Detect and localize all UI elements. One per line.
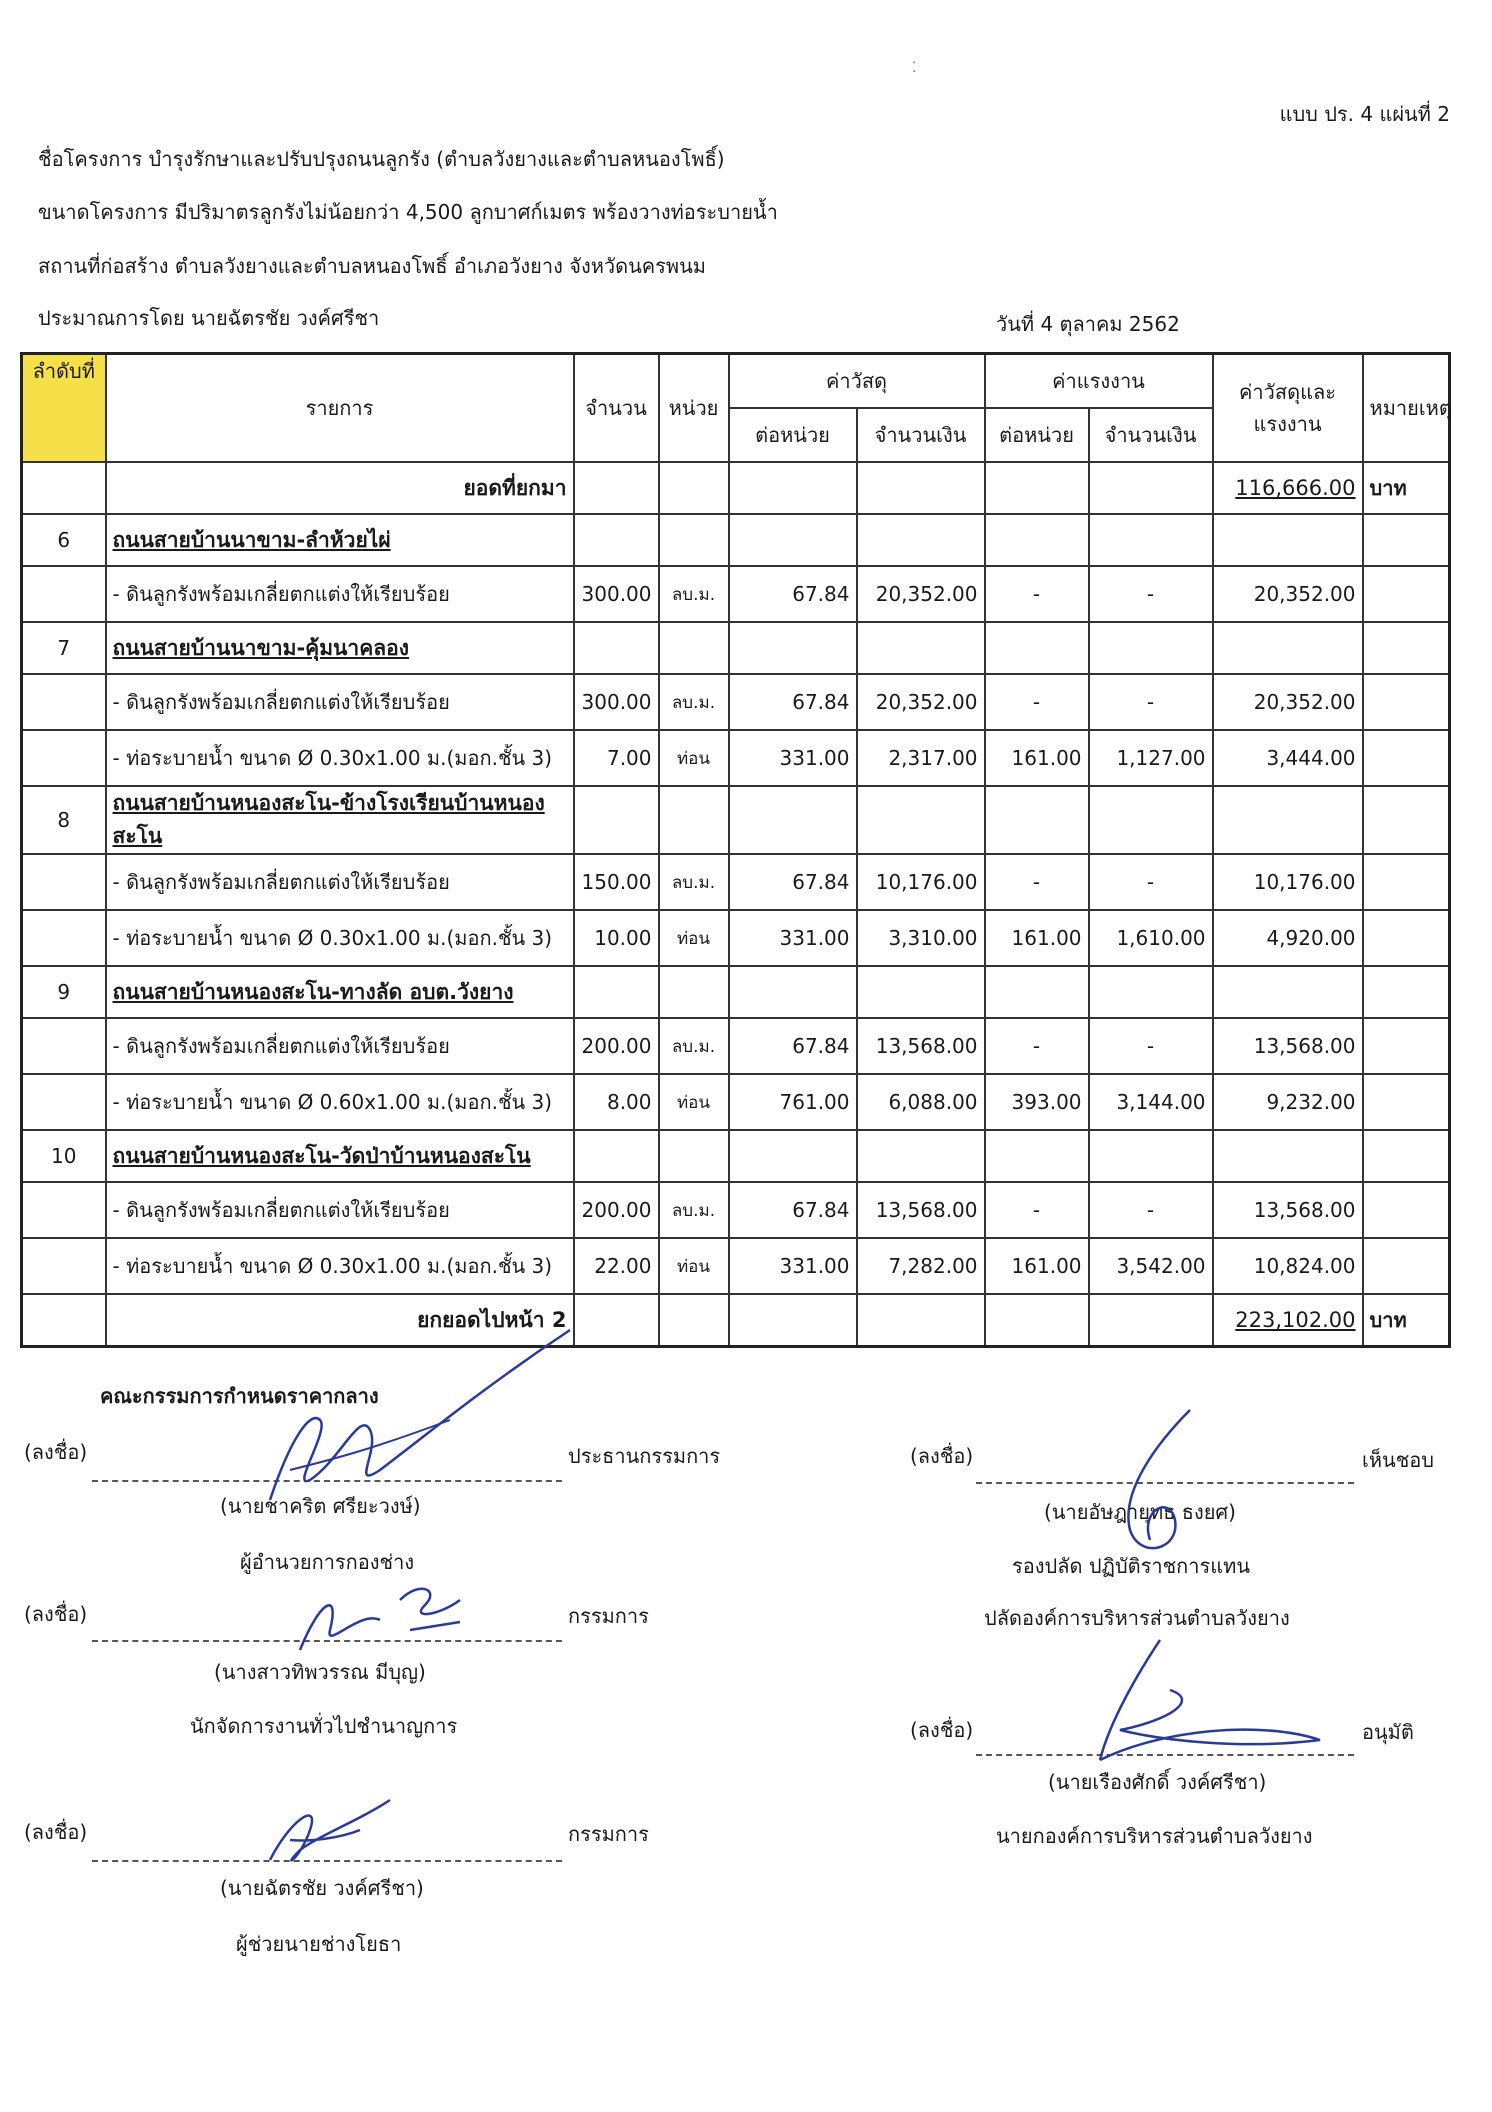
item-unit: ท่อน bbox=[659, 730, 729, 786]
signer-name: (นายชาคริต ศรียะวงษ์) bbox=[220, 1494, 421, 1518]
item-quantity: 300.00 bbox=[574, 566, 659, 622]
material-unit-price: 331.00 bbox=[729, 910, 857, 966]
project-size: ขนาดโครงการ มีปริมาตรลูกรังไม่น้อยกว่า 4,500 ลูกบาศก์เมตร พร้องวางท่อระบายน้ำ bbox=[38, 200, 778, 224]
material-amount: 20,352.00 bbox=[857, 566, 985, 622]
labor-unit-price: 161.00 bbox=[985, 1238, 1089, 1294]
labor-amount: 3,542.00 bbox=[1089, 1238, 1213, 1294]
item-quantity: 200.00 bbox=[574, 1018, 659, 1074]
item-quantity: 10.00 bbox=[574, 910, 659, 966]
project-name: ชื่อโครงการ บำรุงรักษาและปรับปรุงถนนลูกรัง (ตำบลวังยางและตำบลหนองโพธิ์) bbox=[38, 147, 725, 171]
material-amount: 2,317.00 bbox=[857, 730, 985, 786]
approver-role: เห็นชอบ bbox=[1362, 1448, 1434, 1472]
signer-position: ผู้อำนวยการกองช่าง bbox=[240, 1550, 415, 1574]
labor-unit-price: 161.00 bbox=[985, 910, 1089, 966]
labor-amount: - bbox=[1089, 854, 1213, 910]
material-unit-price: 331.00 bbox=[729, 730, 857, 786]
item-quantity: 22.00 bbox=[574, 1238, 659, 1294]
item-description: - ท่อระบายน้ำ ขนาด Ø 0.30x1.00 ม.(มอก.ชั้น 3) bbox=[106, 1238, 574, 1294]
approver-position-secondary: ปลัดองค์การบริหารส่วนตำบลวังยาง bbox=[984, 1606, 1290, 1630]
item-description: - ท่อระบายน้ำ ขนาด Ø 0.30x1.00 ม.(มอก.ชั้น 3) bbox=[106, 910, 574, 966]
brought-forward-total: 116,666.00 bbox=[1213, 462, 1363, 514]
brought-forward-label: ยอดที่ยกมา bbox=[106, 462, 574, 514]
section-title: ถนนสายบ้านหนองสะโน-ข้างโรงเรียนบ้านหนองสะโน bbox=[106, 786, 574, 854]
material-amount: 6,088.00 bbox=[857, 1074, 985, 1130]
item-description: - ดินลูกรังพร้อมเกลี่ยตกแต่งให้เรียบร้อย bbox=[106, 1182, 574, 1238]
labor-amount: - bbox=[1089, 674, 1213, 730]
item-total: 3,444.00 bbox=[1213, 730, 1363, 786]
item-unit: ท่อน bbox=[659, 1074, 729, 1130]
material-amount: 20,352.00 bbox=[857, 674, 985, 730]
labor-unit-price: - bbox=[985, 1182, 1089, 1238]
scan-speck: ⁚ bbox=[912, 60, 917, 76]
header-labor-per-unit: ต่อหน่วย bbox=[985, 408, 1089, 462]
labor-unit-price: 161.00 bbox=[985, 730, 1089, 786]
material-unit-price: 67.84 bbox=[729, 674, 857, 730]
signature-scribble-chairman bbox=[250, 1320, 580, 1520]
item-quantity: 7.00 bbox=[574, 730, 659, 786]
signer-role: กรรมการ bbox=[568, 1604, 649, 1628]
item-quantity: 8.00 bbox=[574, 1074, 659, 1130]
table-row bbox=[22, 1074, 1450, 1130]
signer-name: (นางสาวทิพวรรณ มีบุญ) bbox=[214, 1660, 426, 1684]
section-row bbox=[22, 514, 1450, 566]
header-unit: หน่วย bbox=[659, 354, 729, 463]
signer-role: ประธานกรรมการ bbox=[568, 1444, 721, 1468]
material-amount: 13,568.00 bbox=[857, 1182, 985, 1238]
labor-unit-price: - bbox=[985, 674, 1089, 730]
labor-amount: 1,127.00 bbox=[1089, 730, 1213, 786]
section-seq: 7 bbox=[22, 622, 106, 674]
section-title: ถนนสายบ้านนาขาม-ลำห้วยไผ่ bbox=[106, 514, 574, 566]
material-unit-price: 761.00 bbox=[729, 1074, 857, 1130]
material-unit-price: 331.00 bbox=[729, 1238, 857, 1294]
carried-forward-row bbox=[22, 1294, 1450, 1347]
material-amount: 13,568.00 bbox=[857, 1018, 985, 1074]
sign-label: (ลงชื่อ) bbox=[24, 1602, 88, 1626]
header-item: รายการ bbox=[106, 354, 574, 463]
section-seq: 9 bbox=[22, 966, 106, 1018]
item-description: - ท่อระบายน้ำ ขนาด Ø 0.60x1.00 ม.(มอก.ชั้น 3) bbox=[106, 1074, 574, 1130]
item-quantity: 300.00 bbox=[574, 674, 659, 730]
header-material-per-unit: ต่อหน่วย bbox=[729, 408, 857, 462]
labor-unit-price: - bbox=[985, 1018, 1089, 1074]
section-title: ถนนสายบ้านหนองสะโน-ทางลัด อบต.วังยาง bbox=[106, 966, 574, 1018]
construction-location: สถานที่ก่อสร้าง ตำบลวังยางและตำบลหนองโพธิ์ อำเภอวังยาง จังหวัดนครพนม bbox=[38, 254, 706, 278]
item-description: - ดินลูกรังพร้อมเกลี่ยตกแต่งให้เรียบร้อย bbox=[106, 1018, 574, 1074]
section-row bbox=[22, 622, 1450, 674]
item-unit: ท่อน bbox=[659, 910, 729, 966]
item-total: 20,352.00 bbox=[1213, 674, 1363, 730]
signature-scribble-committee-1 bbox=[290, 1560, 490, 1670]
material-amount: 10,176.00 bbox=[857, 854, 985, 910]
table-body bbox=[22, 462, 1450, 1294]
sign-label: (ลงชื่อ) bbox=[24, 1820, 88, 1844]
header-labor-amount: จำนวนเงิน bbox=[1089, 408, 1213, 462]
item-unit: ลบ.ม. bbox=[659, 674, 729, 730]
table-row bbox=[22, 674, 1450, 730]
header-material-amount: จำนวนเงิน bbox=[857, 408, 985, 462]
table-row bbox=[22, 730, 1450, 786]
item-total: 4,920.00 bbox=[1213, 910, 1363, 966]
signature-scribble-deputy bbox=[1080, 1400, 1220, 1570]
carried-forward-currency: บาท bbox=[1363, 1294, 1450, 1347]
material-unit-price: 67.84 bbox=[729, 566, 857, 622]
labor-amount: 1,610.00 bbox=[1089, 910, 1213, 966]
item-total: 9,232.00 bbox=[1213, 1074, 1363, 1130]
item-description: - ท่อระบายน้ำ ขนาด Ø 0.30x1.00 ม.(มอก.ชั้น 3) bbox=[106, 730, 574, 786]
approver-name: (นายอัษฎายุทธ ธงยศ) bbox=[1044, 1500, 1236, 1524]
item-total: 13,568.00 bbox=[1213, 1182, 1363, 1238]
approver-role: อนุมัติ bbox=[1362, 1720, 1414, 1744]
labor-unit-price: - bbox=[985, 566, 1089, 622]
section-row bbox=[22, 786, 1450, 854]
form-code: แบบ ปร. 4 แผ่นที่ 2 bbox=[1279, 102, 1450, 126]
table-row bbox=[22, 1238, 1450, 1294]
item-description: - ดินลูกรังพร้อมเกลี่ยตกแต่งให้เรียบร้อย bbox=[106, 566, 574, 622]
committee-title: คณะกรรมการกำหนดราคากลาง bbox=[100, 1384, 379, 1408]
material-amount: 3,310.00 bbox=[857, 910, 985, 966]
sign-label: (ลงชื่อ) bbox=[910, 1444, 974, 1468]
approver-name: (นายเรืองศักดิ์ วงค์ศรีชา) bbox=[1048, 1770, 1267, 1794]
header-labor: ค่าแรงงาน bbox=[985, 354, 1213, 409]
section-title: ถนนสายบ้านนาขาม-คุ้มนาคลอง bbox=[106, 622, 574, 674]
header-material: ค่าวัสดุ bbox=[729, 354, 985, 409]
carried-forward-label: ยกยอดไปหน้า 2 bbox=[106, 1294, 574, 1347]
item-total: 20,352.00 bbox=[1213, 566, 1363, 622]
table-row bbox=[22, 1018, 1450, 1074]
sign-label: (ลงชื่อ) bbox=[910, 1718, 974, 1742]
section-seq: 10 bbox=[22, 1130, 106, 1182]
labor-unit-price: - bbox=[985, 854, 1089, 910]
labor-amount: - bbox=[1089, 566, 1213, 622]
material-unit-price: 67.84 bbox=[729, 1018, 857, 1074]
item-description: - ดินลูกรังพร้อมเกลี่ยตกแต่งให้เรียบร้อย bbox=[106, 674, 574, 730]
signer-position: นักจัดการงานทั่วไปชำนาญการ bbox=[190, 1714, 458, 1738]
item-unit: ท่อน bbox=[659, 1238, 729, 1294]
material-unit-price: 67.84 bbox=[729, 1182, 857, 1238]
item-quantity: 200.00 bbox=[574, 1182, 659, 1238]
section-row bbox=[22, 966, 1450, 1018]
table-row bbox=[22, 910, 1450, 966]
signature-scribble-committee-2 bbox=[250, 1790, 400, 1880]
signer-name: (นายฉัตรชัย วงค์ศรีชา) bbox=[220, 1876, 424, 1900]
labor-amount: - bbox=[1089, 1018, 1213, 1074]
section-row bbox=[22, 1130, 1450, 1182]
item-unit: ลบ.ม. bbox=[659, 854, 729, 910]
signer-role: กรรมการ bbox=[568, 1822, 649, 1846]
section-title: ถนนสายบ้านหนองสะโน-วัดป่าบ้านหนองสะโน bbox=[106, 1130, 574, 1182]
table-row bbox=[22, 854, 1450, 910]
approver-position: รองปลัด ปฏิบัติราชการแทน bbox=[1012, 1554, 1250, 1578]
header-qty: จำนวน bbox=[574, 354, 659, 463]
material-amount: 7,282.00 bbox=[857, 1238, 985, 1294]
labor-unit-price: 393.00 bbox=[985, 1074, 1089, 1130]
item-total: 13,568.00 bbox=[1213, 1018, 1363, 1074]
item-unit: ลบ.ม. bbox=[659, 1182, 729, 1238]
signature-scribble-mayor bbox=[1040, 1630, 1340, 1780]
labor-amount: - bbox=[1089, 1182, 1213, 1238]
item-total: 10,824.00 bbox=[1213, 1238, 1363, 1294]
header-total: ค่าวัสดุและแรงงาน bbox=[1213, 354, 1363, 463]
sign-label: (ลงชื่อ) bbox=[24, 1440, 88, 1464]
material-unit-price: 67.84 bbox=[729, 854, 857, 910]
approver-position: นายกองค์การบริหารส่วนตำบลวังยาง bbox=[996, 1824, 1313, 1848]
carried-forward-total: 223,102.00 bbox=[1213, 1294, 1363, 1347]
item-unit: ลบ.ม. bbox=[659, 1018, 729, 1074]
signer-position: ผู้ช่วยนายช่างโยธา bbox=[236, 1932, 402, 1956]
estimate-date: วันที่ 4 ตุลาคม 2562 bbox=[996, 312, 1180, 336]
item-unit: ลบ.ม. bbox=[659, 566, 729, 622]
labor-amount: 3,144.00 bbox=[1089, 1074, 1213, 1130]
header-remark: หมายเหตุ bbox=[1363, 354, 1450, 463]
brought-forward-currency: บาท bbox=[1363, 462, 1450, 514]
header-seq: ลำดับที่ bbox=[22, 354, 106, 463]
cost-estimate-table bbox=[20, 352, 1451, 1348]
item-quantity: 150.00 bbox=[574, 854, 659, 910]
estimator: ประมาณการโดย นายฉัตรชัย วงค์ศรีชา bbox=[38, 306, 380, 330]
table-row bbox=[22, 566, 1450, 622]
item-description: - ดินลูกรังพร้อมเกลี่ยตกแต่งให้เรียบร้อย bbox=[106, 854, 574, 910]
section-seq: 8 bbox=[22, 786, 106, 854]
section-seq: 6 bbox=[22, 514, 106, 566]
brought-forward-row bbox=[22, 462, 1450, 514]
table-row bbox=[22, 1182, 1450, 1238]
item-total: 10,176.00 bbox=[1213, 854, 1363, 910]
